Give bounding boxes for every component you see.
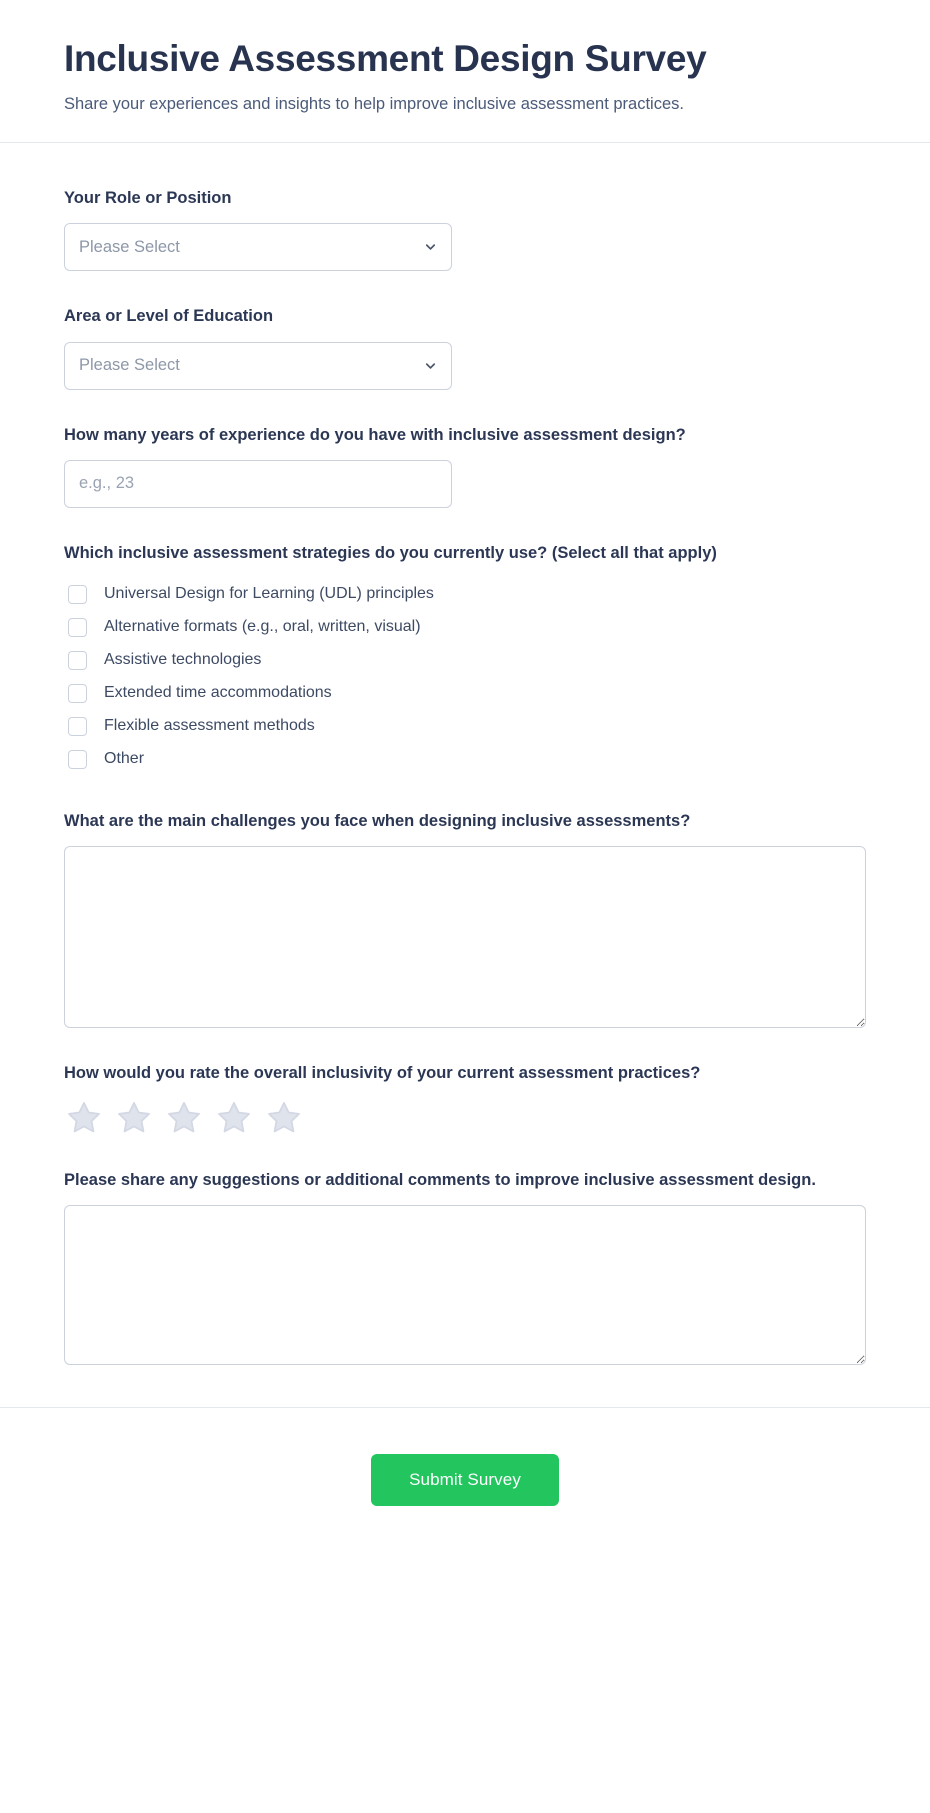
years-experience-input[interactable] [64,460,452,508]
checkbox-icon[interactable] [68,750,87,769]
checkbox-label: Extended time accommodations [104,684,332,702]
star-icon-2[interactable] [116,1099,152,1135]
survey-header [0,0,930,143]
checkbox-label: Flexible assessment methods [104,717,315,735]
challenges-label: What are the main challenges you face when designing inclusive assessments? [64,812,691,831]
role-select-wrapper [64,223,452,271]
education-select-wrapper [64,342,452,390]
strategies-label: Which inclusive assessment strategies do you currently use? (Select all that apply) [64,543,717,562]
checkbox-row[interactable] [64,644,866,677]
star-icon-5[interactable] [266,1099,302,1135]
page-title: Inclusive Assessment Design Survey [64,38,707,79]
checkbox-label: Assistive technologies [104,651,262,669]
field-rating [64,1062,866,1134]
star-icon-1[interactable] [66,1099,102,1135]
strategies-checkbox-list [64,578,866,776]
checkbox-row[interactable] [64,710,866,743]
checkbox-label: Alternative formats (e.g., oral, written, visual) [104,618,421,636]
star-icon-4[interactable] [216,1099,252,1135]
submit-survey-button[interactable]: Submit Survey [371,1454,559,1506]
star-icon-3[interactable] [166,1099,202,1135]
checkbox-label: Universal Design for Learning (UDL) principles [104,585,434,603]
page-subtitle: Share your experiences and insights to help improve inclusive assessment practices. [64,94,684,113]
checkbox-icon[interactable] [68,618,87,637]
education-label: Area or Level of Education [64,307,274,326]
field-suggestions [64,1169,866,1365]
challenges-textarea[interactable] [64,846,866,1028]
field-challenges [64,810,866,1028]
checkbox-row[interactable] [64,743,866,776]
suggestions-label: Please share any suggestions or additional comments to improve inclusive assessment design. [64,1170,816,1189]
checkbox-row[interactable] [64,611,866,644]
suggestions-textarea[interactable] [64,1205,866,1365]
checkbox-icon[interactable] [68,585,87,604]
role-label: Your Role or Position [64,189,232,207]
survey-form [0,143,930,1365]
checkbox-row[interactable] [64,677,866,710]
field-strategies [64,542,866,776]
checkbox-icon[interactable] [68,651,87,670]
rating-label: How would you rate the overall inclusivity of your current assessment practices? [64,1064,701,1083]
field-role [64,187,866,271]
checkbox-icon[interactable] [68,717,87,736]
field-years-experience [64,424,866,508]
education-select[interactable]: Please Select [64,342,452,390]
checkbox-row[interactable] [64,578,866,611]
field-education [64,305,866,389]
role-select[interactable]: Please Select [64,223,452,271]
checkbox-label: Other [104,750,145,768]
checkbox-icon[interactable] [68,684,87,703]
rating-stars [64,1099,866,1135]
survey-footer [0,1407,930,1566]
years-experience-label: How many years of experience do you have with inclusive assessment design? [64,425,686,444]
